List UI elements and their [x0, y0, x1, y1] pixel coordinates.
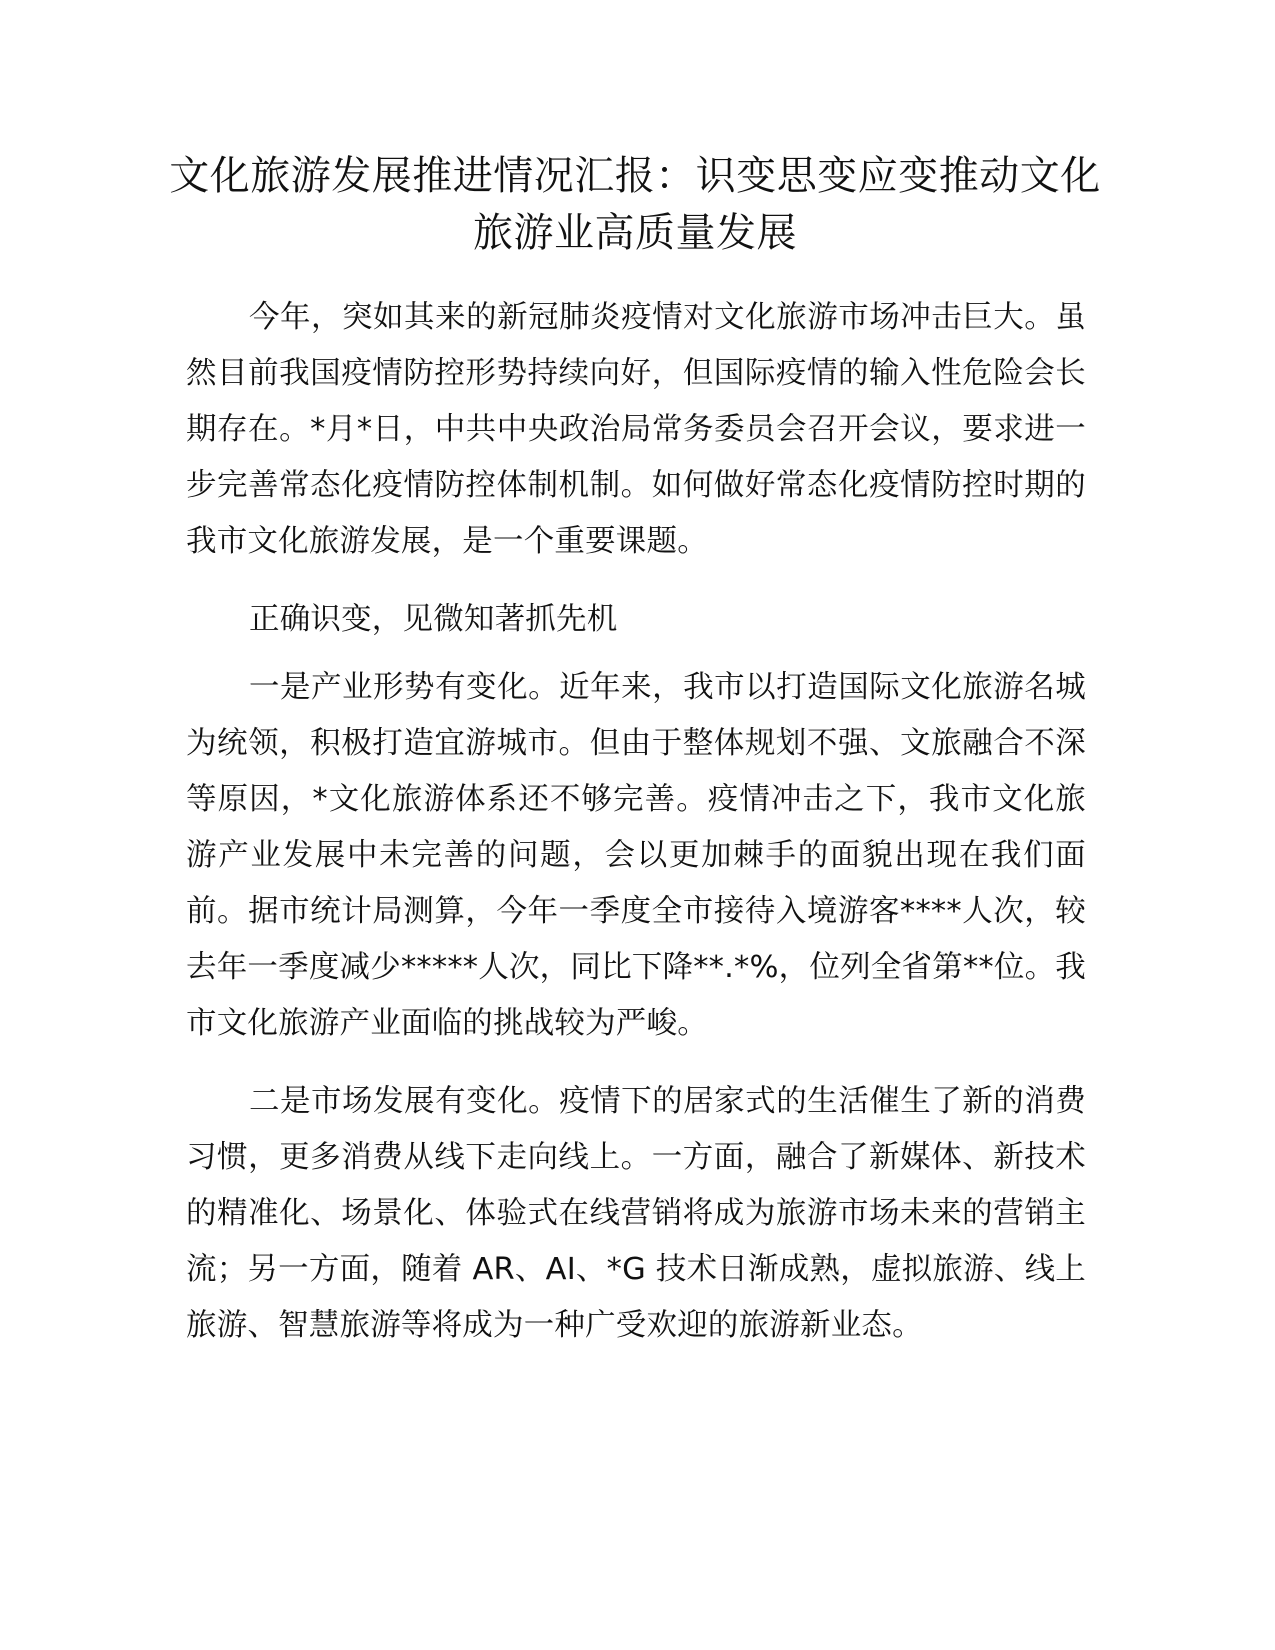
document-title: 文化旅游发展推进情况汇报：识变思变应变推动文化旅游业高质量发展 — [169, 153, 1101, 256]
paragraph-industry-change: 一是产业形势有变化。近年来，我市以打造国际文化旅游名城为统领，积极打造宜游城市。但由于整体规划不强、文旅融合不深等原因，*文化旅游体系还不够完善。疫情冲击之下，我市文化旅游产业发展中未完善的问题，会以更加棘手的面貌出现在我们面前。据市统计局测算，今年一季度全市接待入境游客****人次，较去年一季度减少*****人次，同比下降**.*%，位列全省第**位。我市文化旅游产业面临的挑战较为严峻。 — [186, 670, 1086, 1041]
paragraph-intro: 今年，突如其来的新冠肺炎疫情对文化旅游市场冲击巨大。虽然目前我国疫情防控形势持续向好，但国际疫情的输入性危险会长期存在。*月*日，中共中央政治局常务委员会召开会议，要求进一步完善常态化疫情防控体制机制。如何做好常态化疫情防控时期的我市文化旅游发展，是一个重要课题。 — [186, 300, 1086, 559]
document-body — [186, 290, 1086, 1376]
paragraph-market-change: 二是市场发展有变化。疫情下的居家式的生活催生了新的消费习惯，更多消费从线下走向线上。一方面，融合了新媒体、新技术的精准化、场景化、体验式在线营销将成为旅游市场未来的营销主流；另一方面，随着 AR、AI、*G 技术日渐成熟，虚拟旅游、线上旅游、智慧旅游等将成为一种广受欢迎的旅游新业态。 — [186, 1084, 1086, 1343]
section-heading: 正确识变，见微知著抓先机 — [249, 602, 618, 637]
